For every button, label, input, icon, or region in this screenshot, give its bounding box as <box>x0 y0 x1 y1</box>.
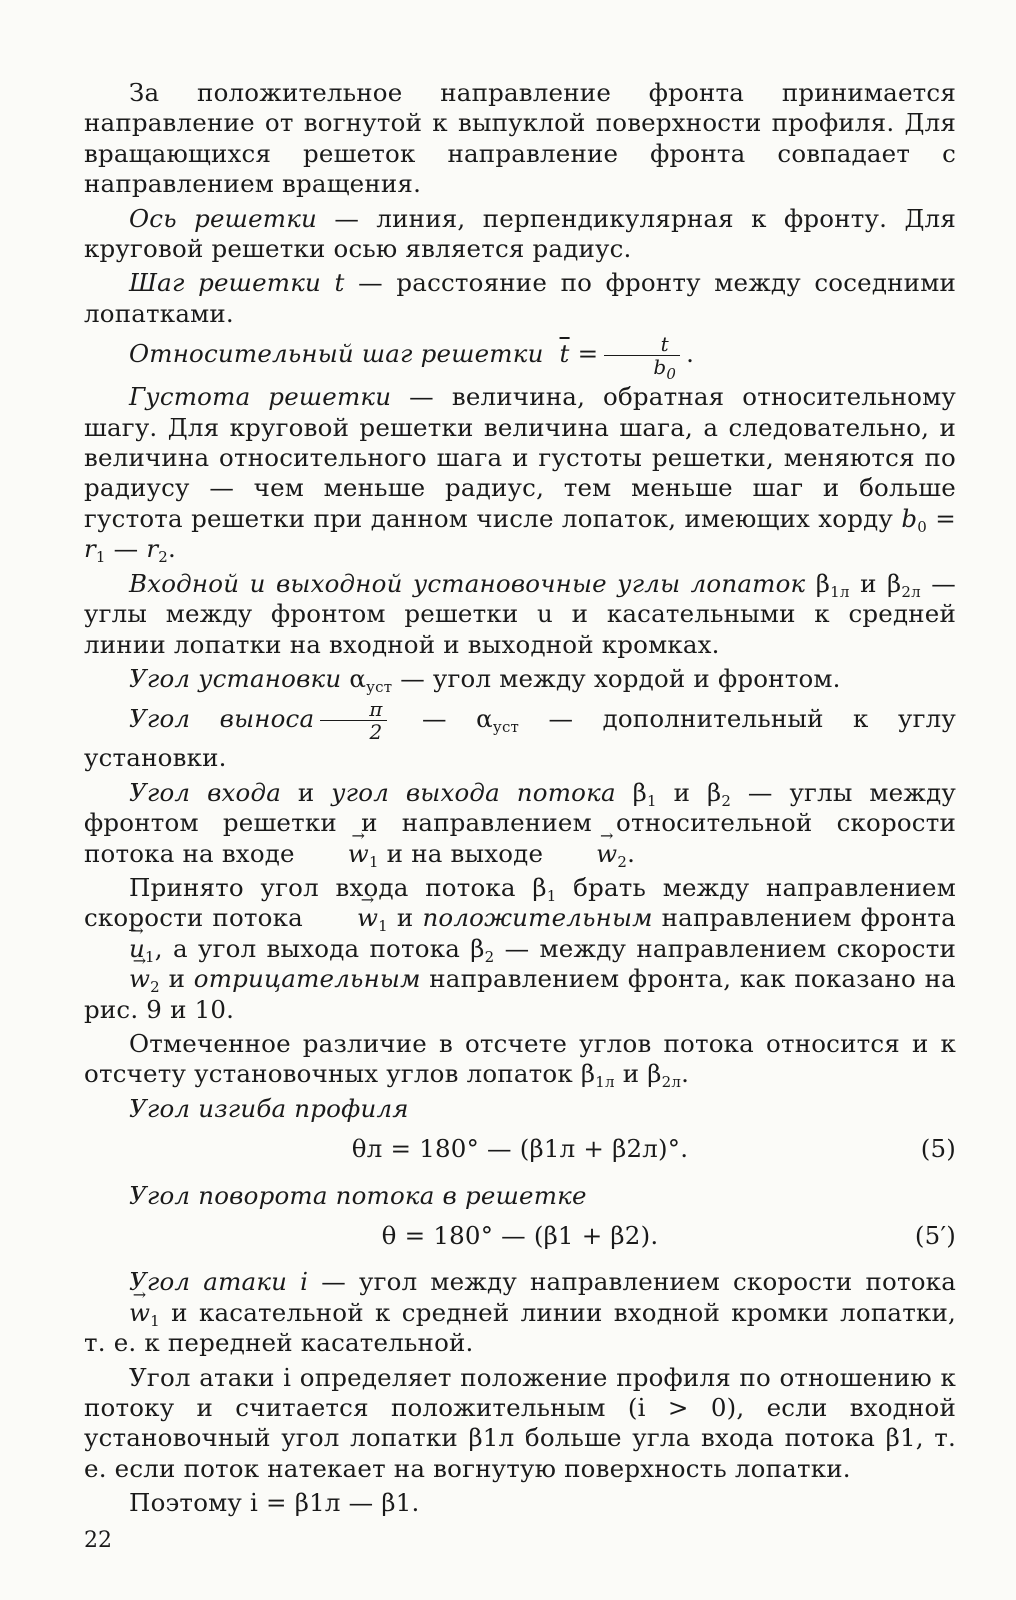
paragraph-incidence-angle: Угол атаки i — угол между направлением скорости потока → $w_1$ и касательной к средней линии входной кромки лопатки, т. е. к передней касательной. <box>84 1267 956 1358</box>
paragraph-incidence-formula: Поэтому i = β1л — β1. <box>129 1488 420 1518</box>
equation-5: θл = 180° — (β1л + β2л)°. (5) <box>351 1134 956 1164</box>
term-cascade-pitch: Шаг решетки t <box>129 268 345 298</box>
term-incidence-angle: Угол атаки i <box>129 1267 309 1297</box>
term-turning-angle: Угол поворота потока в решетке <box>129 1180 587 1210</box>
paragraph-incidence-sign: Угол атаки i определяет положение профиля по отношению к потоку и считается положительным (i > 0), если входной установочный угол лопатки β1л больше угла входа потока β1, т. е. если поток натекает на вогнутую поверхность лопатки. <box>84 1362 956 1483</box>
paragraph-blade-angles: Входной и выходной установочные углы лопаток $\beta_{1л}$ и $\beta_{2л}$ — углы между фронтом решетки u и касательными к средней линии лопатки на входной и выходной кромках. <box>84 568 956 659</box>
term-cascade-axis: Ось решетки <box>129 203 318 233</box>
term-stagger-angle: Угол установки <box>129 663 342 693</box>
vector-w: → w <box>84 1298 150 1328</box>
paragraph-relative-pitch: Относительный шаг решетки $\overline{t}$ = $\frac{t}{b_0}$ . <box>129 332 695 384</box>
paragraph-angle-convention: Принято угол входа потока $\beta_1$ брать между направлением скорости потока → $w_1$ и положительным направлением фронта → $u_1$, а угол выхода потока $\beta_2$ — между направлением скорости → $w_2$ и отрицательным направлением фронта, как показано на рис. 9 и 10. <box>84 873 956 1025</box>
equation-number: (5) <box>920 1134 956 1164</box>
term-offset-angle: Угол выноса <box>129 704 315 734</box>
relative-pitch-symbol: $\overline{t}$ <box>559 339 570 369</box>
paragraph-offset-angle: Угол выноса $\frac{\pi}{2}$ — $\alpha_{уст}$ — дополнительный к углу установки. <box>84 697 956 773</box>
equation-5-prime: θ = 180° — (β1 + β2). (5′) <box>381 1221 956 1250</box>
paragraph-turning-angle <box>84 1181 956 1211</box>
paragraph-camber-angle <box>84 1094 956 1124</box>
vector-w: → w <box>84 964 150 994</box>
paragraph-flow-angles: Угол входа и угол выхода потока $\beta_1$ и $\beta_2$ — углы между фронтом решетки и направлением относительной скорости потока на входе → $w_1$ и на выходе → $w_2$. <box>84 778 956 869</box>
page-number: 22 <box>84 1528 112 1553</box>
paragraph-difference-note: Отмеченное различие в отсчете углов потока относится и к отсчету установочных углов лопаток $\beta_{1л}$ и $\beta_{2л}$. <box>84 1028 956 1092</box>
term-camber-angle: Угол изгиба профиля <box>129 1093 409 1123</box>
term-relative-pitch: Относительный шаг решетки <box>129 339 544 369</box>
paragraph-solidity: Густота решетки — величина, обратная относительному шагу. Для круговой решетки величина шага, а следовательно, и величина относительного шага и густоты решетки, меняются по радиусу — чем меньше радиус, тем меньше шаг и больше густота решетки при данном числе лопаток, имеющих хорду $b_0 = r_1$ — $r_2$. <box>84 382 957 567</box>
pi-half-fraction: $\frac{\pi}{2}$ <box>320 698 386 743</box>
vector-w: → w <box>312 903 378 933</box>
body-text <box>84 78 956 1523</box>
paragraph-front-direction: За положительное направление фронта принимается направление от вогнутой к выпуклой поверхности профиля. Для вращающихся решеток направление фронта совпадает с направлением вращения. <box>84 78 956 199</box>
vector-w: → w <box>551 839 617 869</box>
paragraph-cascade-pitch: Шаг решетки t — расстояние по фронту между соседними лопатками. <box>84 268 956 328</box>
equation-number: (5′) <box>914 1221 956 1250</box>
term-blade-angles: Входной и выходной установочные углы лопаток <box>129 568 806 598</box>
pitch-fraction: $\frac{t}{b_0}$ <box>604 333 680 378</box>
vector-w: → w <box>303 839 369 869</box>
paragraph-stagger-angle: Угол установки $\alpha_{уст}$ — угол между хордой и фронтом. <box>129 663 841 696</box>
vector-u: → u <box>84 934 145 964</box>
paragraph-cascade-axis: Ось решетки — линия, перпендикулярная к фронту. Для круговой решетки осью является радиус. <box>84 203 956 264</box>
term-solidity: Густота решетки <box>129 382 392 412</box>
